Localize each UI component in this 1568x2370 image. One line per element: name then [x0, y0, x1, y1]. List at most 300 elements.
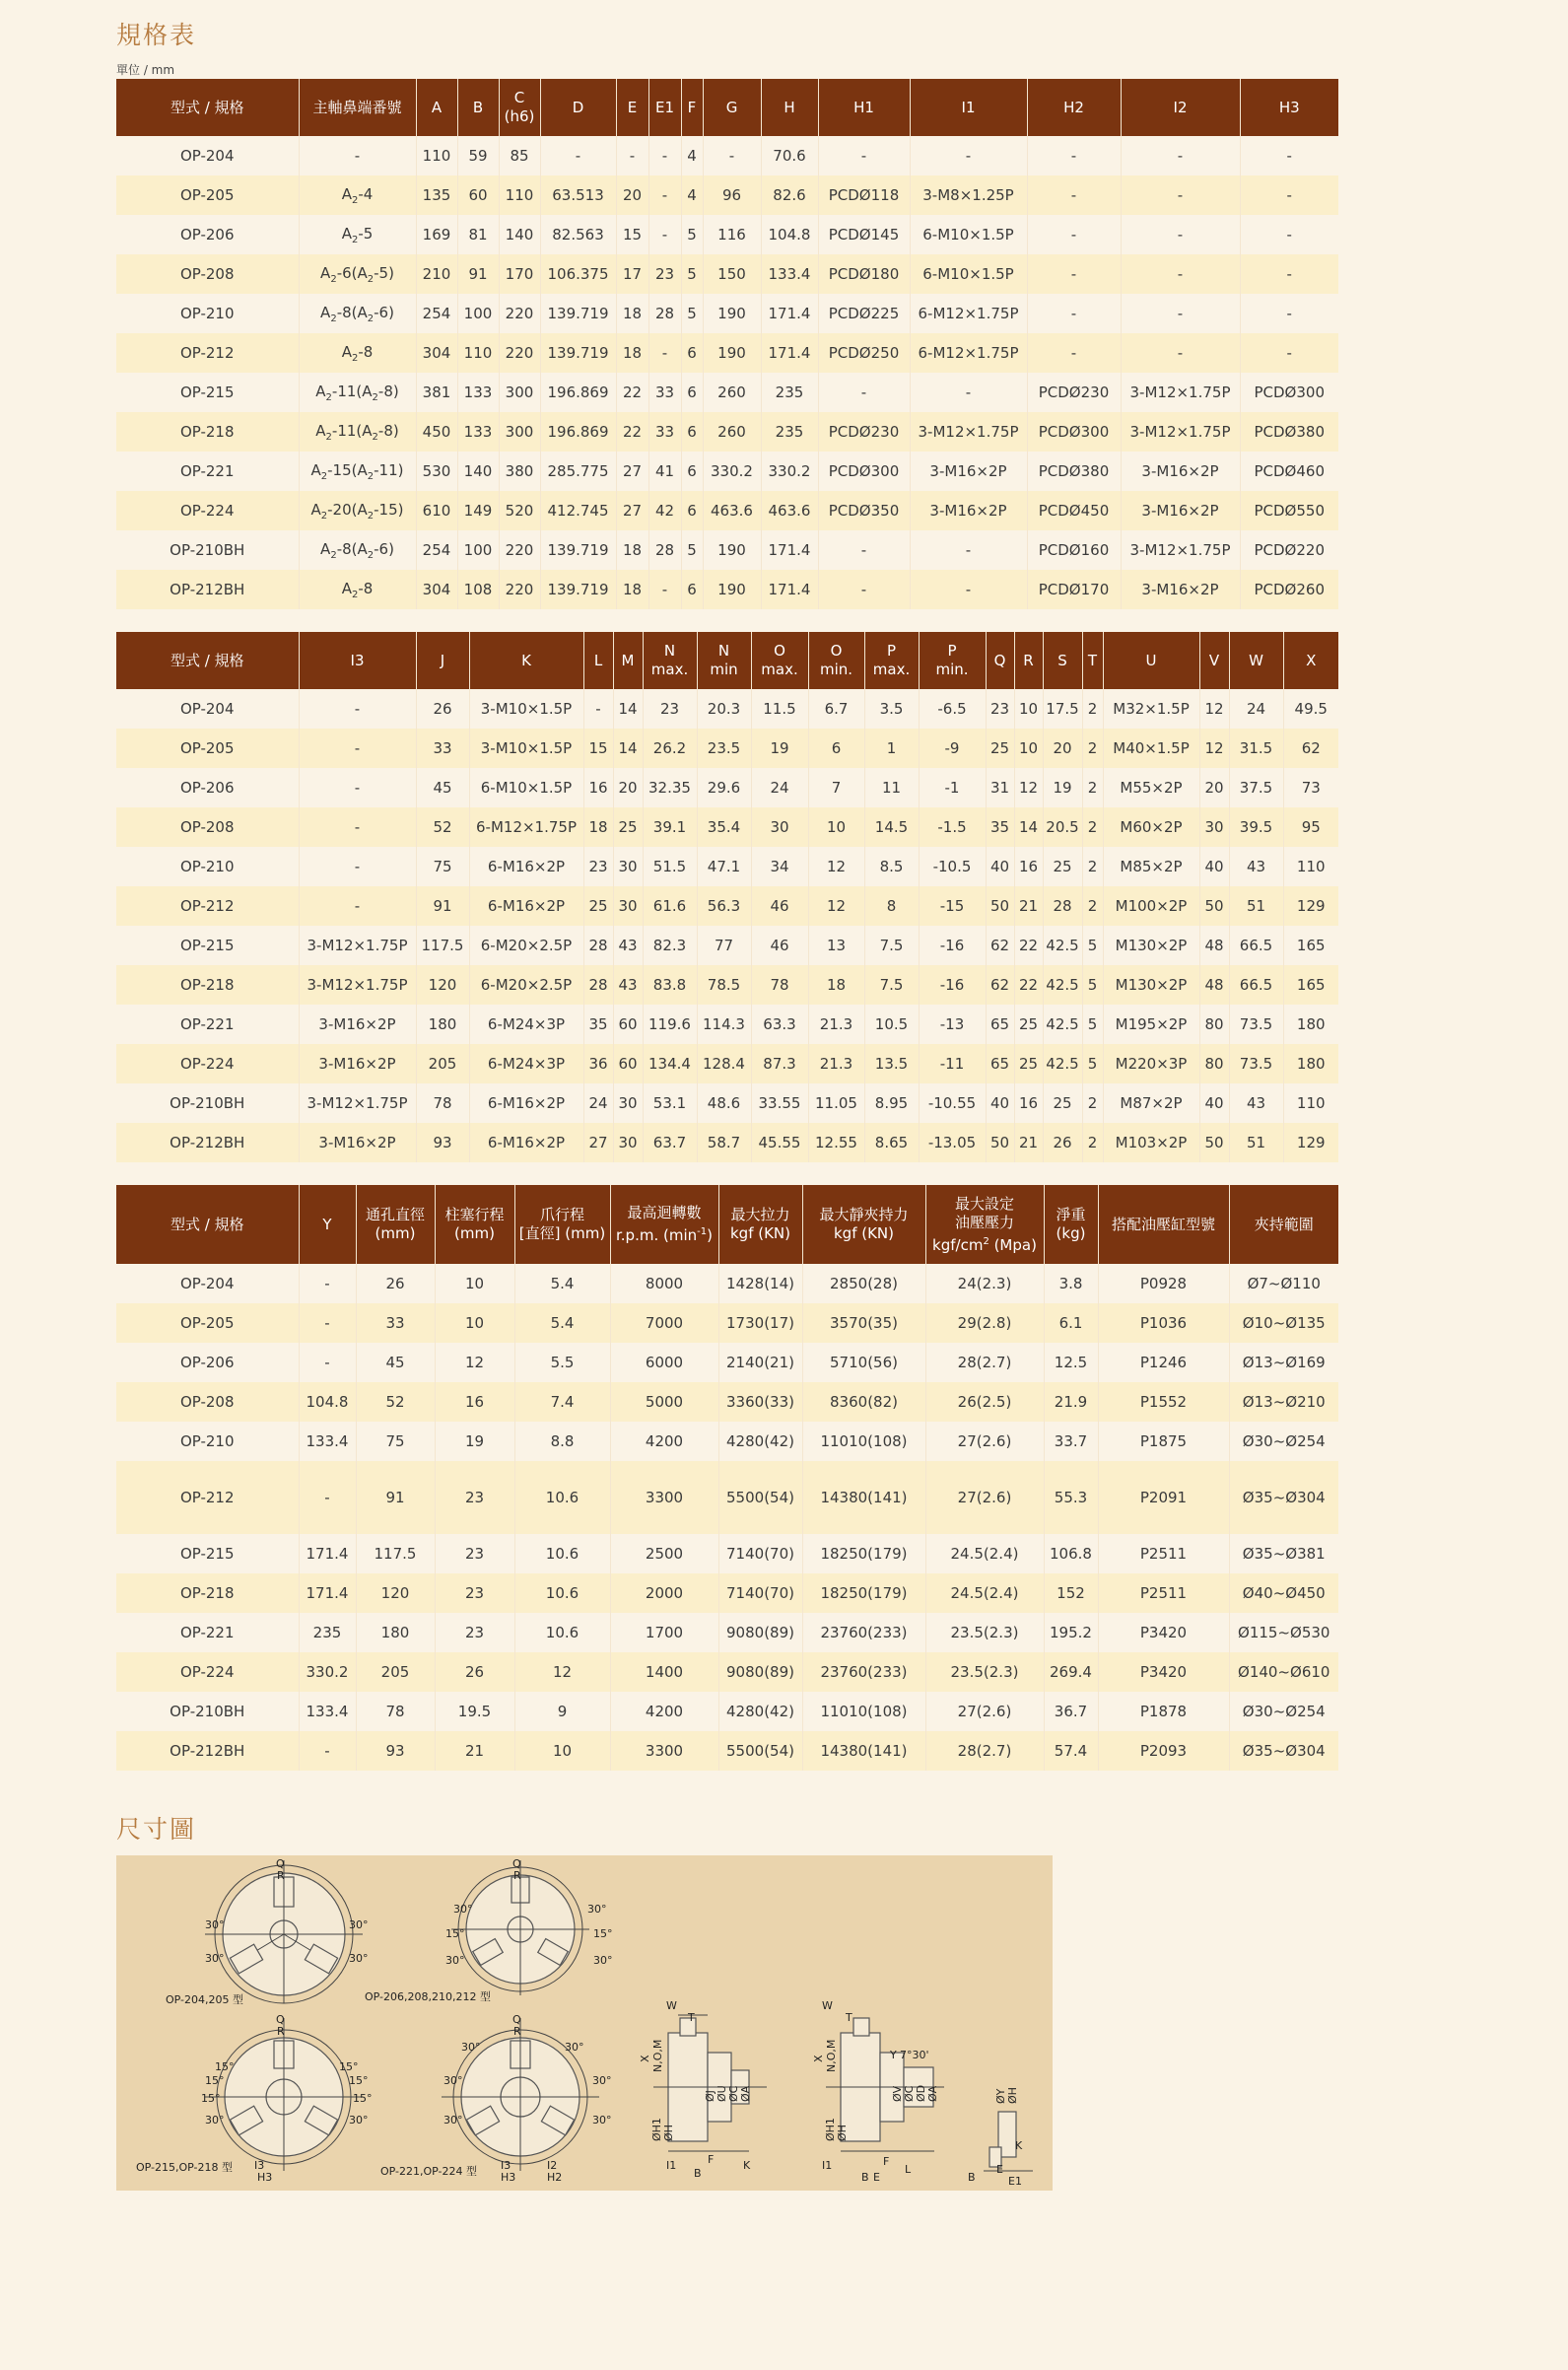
table-cell: PCDØ220 [1240, 530, 1338, 570]
table-cell: 3-M12×1.75P [299, 926, 416, 965]
table-cell: - [1027, 215, 1121, 254]
svg-text:ØH: ØH [836, 2125, 849, 2141]
table-cell: 2 [1082, 729, 1103, 768]
table-cell: 171.4 [761, 570, 818, 609]
column-header: 型式 / 規格 [116, 632, 299, 689]
table-cell: 21.9 [1044, 1382, 1098, 1422]
table-cell: 6-M16×2P [469, 847, 583, 886]
svg-text:K: K [743, 2159, 751, 2172]
table-cell: 18 [616, 530, 648, 570]
table-cell: 1400 [610, 1652, 718, 1692]
table-header-row [116, 632, 1338, 689]
table-cell: -1.5 [919, 807, 986, 847]
table-cell: 260 [703, 412, 761, 452]
column-header: H [761, 79, 818, 136]
table-row [116, 1613, 1338, 1652]
svg-text:X: X [639, 2055, 651, 2062]
table-cell: 10 [435, 1264, 514, 1303]
table-cell: 30 [613, 1123, 643, 1162]
table-cell: Ø13~Ø210 [1229, 1382, 1338, 1422]
table-cell: - [1121, 294, 1240, 333]
column-header: O min. [808, 632, 864, 689]
table-cell: 23 [986, 689, 1014, 729]
table-cell: P3420 [1098, 1652, 1229, 1692]
table-cell: 3570(35) [802, 1303, 925, 1343]
table-cell: 110 [457, 333, 499, 373]
model-cell: OP-210 [116, 847, 299, 886]
table-cell: 6-M10×1.5P [469, 768, 583, 807]
model-cell: OP-224 [116, 1044, 299, 1083]
table-cell: 133 [457, 412, 499, 452]
model-cell: OP-208 [116, 1382, 299, 1422]
table-cell: 26.2 [643, 729, 697, 768]
angle-label: 7°30' [900, 2049, 929, 2061]
svg-text:ØA: ØA [926, 2085, 939, 2102]
svg-text:I1: I1 [666, 2159, 677, 2172]
table-cell: 24 [751, 768, 808, 807]
table-cell: 5 [1082, 1044, 1103, 1083]
table-cell: 114.3 [697, 1005, 751, 1044]
svg-text:X: X [812, 2055, 825, 2062]
model-cell: OP-204 [116, 1264, 299, 1303]
svg-text:I1: I1 [822, 2159, 833, 2172]
table-cell: 16 [1014, 1083, 1043, 1123]
table-cell: 2 [1082, 886, 1103, 926]
table-cell: 380 [499, 452, 540, 491]
table-cell: -6.5 [919, 689, 986, 729]
table-cell: PCDØ145 [818, 215, 910, 254]
column-header: 通孔直徑 (mm) [356, 1185, 435, 1264]
table-cell: PCDØ260 [1240, 570, 1338, 609]
table-cell: 93 [356, 1731, 435, 1771]
table-cell: 5 [681, 215, 703, 254]
svg-text:ØC: ØC [727, 2085, 740, 2102]
table-cell: 110 [499, 175, 540, 215]
table-cell: 23 [435, 1534, 514, 1573]
svg-text:ØH1: ØH1 [650, 2118, 663, 2141]
table-cell: 3-M12×1.75P [299, 965, 416, 1005]
table-cell: 21 [1014, 1123, 1043, 1162]
table-cell: Ø30~Ø254 [1229, 1422, 1338, 1461]
table-cell: 6-M16×2P [469, 1083, 583, 1123]
model-cell: OP-221 [116, 1613, 299, 1652]
table-cell: 7140(70) [718, 1534, 802, 1573]
table-cell: 180 [356, 1613, 435, 1652]
table-cell: PCDØ230 [818, 412, 910, 452]
table-cell: 33 [356, 1303, 435, 1343]
angle-label: 30° [349, 1918, 369, 1931]
table-cell: 59 [457, 136, 499, 175]
table-cell: 3-M12×1.75P [1121, 530, 1240, 570]
table-cell: - [910, 530, 1027, 570]
table-cell: 48.6 [697, 1083, 751, 1123]
table-cell: 19 [435, 1422, 514, 1461]
spec-table-3 [116, 1185, 1338, 1771]
table-cell: $A_2-11(A_2-8)$ [299, 373, 416, 412]
table-cell: - [648, 215, 681, 254]
table-cell: - [1240, 136, 1338, 175]
svg-text:Q: Q [512, 2013, 521, 2026]
table-cell: 25 [986, 729, 1014, 768]
table-cell: 5 [1082, 965, 1103, 1005]
table-cell: 19 [1043, 768, 1082, 807]
table-cell: 190 [703, 570, 761, 609]
table-cell: 2 [1082, 1083, 1103, 1123]
table-cell: 91 [457, 254, 499, 294]
table-cell: 196.869 [540, 412, 616, 452]
table-cell: 35.4 [697, 807, 751, 847]
table-cell: 6 [681, 412, 703, 452]
table-cell: 610 [416, 491, 457, 530]
column-header: 柱塞行程 (mm) [435, 1185, 514, 1264]
table-row [116, 1534, 1338, 1573]
table-cell: 6.1 [1044, 1303, 1098, 1343]
angle-label: 30° [587, 1903, 607, 1916]
table-cell: 6.7 [808, 689, 864, 729]
table-cell: 82.6 [761, 175, 818, 215]
table-cell: 1730(17) [718, 1303, 802, 1343]
table-cell: Ø35~Ø304 [1229, 1461, 1338, 1534]
table-cell: 330.2 [703, 452, 761, 491]
table-cell: 8.65 [864, 1123, 919, 1162]
table-cell: 6-M24×3P [469, 1005, 583, 1044]
model-label-op204: OP-204,205 型 [166, 1993, 244, 2006]
table-cell: 28(2.7) [925, 1731, 1044, 1771]
table-cell: $A_2-8(A_2-6)$ [299, 530, 416, 570]
model-cell: OP-206 [116, 215, 299, 254]
table-row [116, 768, 1338, 807]
table-cell: 83.8 [643, 965, 697, 1005]
table-header-row [116, 79, 1338, 136]
table-cell: -15 [919, 886, 986, 926]
table-cell: 7 [808, 768, 864, 807]
table-cell: - [299, 1343, 356, 1382]
model-cell: OP-204 [116, 136, 299, 175]
table-cell: 28 [583, 965, 613, 1005]
table-cell: - [1027, 254, 1121, 294]
table-cell: 39.1 [643, 807, 697, 847]
table-cell: 18 [808, 965, 864, 1005]
table-cell: 46 [751, 926, 808, 965]
table-cell: 133.4 [761, 254, 818, 294]
table-cell: -10.5 [919, 847, 986, 886]
model-cell: OP-205 [116, 175, 299, 215]
table-cell: 6-M20×2.5P [469, 926, 583, 965]
table-cell: 22 [1014, 926, 1043, 965]
table-cell: 10.6 [514, 1613, 610, 1652]
table-cell: 3-M16×2P [910, 452, 1027, 491]
table-cell: 129 [1283, 886, 1338, 926]
table-cell: 55.3 [1044, 1461, 1098, 1534]
table-cell: 57.4 [1044, 1731, 1098, 1771]
table-cell: M130×2P [1103, 926, 1199, 965]
table-row [116, 1044, 1338, 1083]
table-cell: 58.7 [697, 1123, 751, 1162]
model-cell: OP-212BH [116, 1123, 299, 1162]
svg-text:Y: Y [890, 2049, 897, 2061]
table-cell: 91 [416, 886, 469, 926]
table-cell: 4200 [610, 1422, 718, 1461]
table-cell: 23 [648, 254, 681, 294]
table-cell: PCDØ450 [1027, 491, 1121, 530]
table-cell: 31 [986, 768, 1014, 807]
angle-label: 15° [205, 2074, 225, 2087]
table-cell: 139.719 [540, 530, 616, 570]
table-cell: - [299, 768, 416, 807]
table-cell: 82.3 [643, 926, 697, 965]
table-cell: -16 [919, 926, 986, 965]
table-cell: 10 [435, 1303, 514, 1343]
table-cell: 53.1 [643, 1083, 697, 1123]
column-header: L [583, 632, 613, 689]
table-cell: 42.5 [1043, 926, 1082, 965]
table-cell: 27 [616, 491, 648, 530]
table-cell: Ø13~Ø169 [1229, 1343, 1338, 1382]
table-cell: 42.5 [1043, 1005, 1082, 1044]
table-cell: 3300 [610, 1461, 718, 1534]
table-cell: 21 [435, 1731, 514, 1771]
table-row [116, 1692, 1338, 1731]
model-cell: OP-210BH [116, 530, 299, 570]
table-cell: 16 [583, 768, 613, 807]
table-cell: 22 [1014, 965, 1043, 1005]
table-cell: 26 [356, 1264, 435, 1303]
table-cell: 3-M16×2P [299, 1005, 416, 1044]
table-cell: 6-M16×2P [469, 1123, 583, 1162]
table-cell: 220 [499, 570, 540, 609]
column-header: 最大設定 油壓壓力 kgf/$cm^2$ (Mpa) [925, 1185, 1044, 1264]
table-cell: - [299, 886, 416, 926]
table-cell: 33.7 [1044, 1422, 1098, 1461]
table-cell: 40 [986, 847, 1014, 886]
table-cell: 140 [499, 215, 540, 254]
table-cell: 78 [356, 1692, 435, 1731]
table-cell: 10 [1014, 689, 1043, 729]
chuck-side-view-1 [639, 1999, 767, 2180]
table-row [116, 136, 1338, 175]
table-cell: M85×2P [1103, 847, 1199, 886]
column-header: 最大拉力 kgf (KN) [718, 1185, 802, 1264]
column-header: J [416, 632, 469, 689]
table-cell: 93 [416, 1123, 469, 1162]
table-cell: 40 [986, 1083, 1014, 1123]
table-cell: 28 [648, 294, 681, 333]
table-cell: 28 [583, 926, 613, 965]
table-cell: - [1240, 333, 1338, 373]
table-cell: 120 [356, 1573, 435, 1613]
model-cell: OP-218 [116, 965, 299, 1005]
table-row [116, 530, 1338, 570]
svg-text:ØH: ØH [1006, 2087, 1019, 2104]
table-cell: 3-M16×2P [1121, 452, 1240, 491]
table-cell: 33.55 [751, 1083, 808, 1123]
table-cell: 139.719 [540, 570, 616, 609]
svg-text:ØH: ØH [662, 2125, 675, 2141]
table-cell: 22 [616, 412, 648, 452]
table-cell: 48 [1199, 926, 1229, 965]
svg-text:ØV: ØV [891, 2085, 904, 2102]
angle-label: 30° [205, 1952, 225, 1965]
angle-label: 15° [353, 2092, 373, 2105]
table-cell: 3.8 [1044, 1264, 1098, 1303]
table-cell: 49.5 [1283, 689, 1338, 729]
table-cell: 18 [616, 294, 648, 333]
table-cell: 12 [1199, 689, 1229, 729]
table-cell: 8 [864, 886, 919, 926]
table-cell: - [299, 689, 416, 729]
svg-text:E: E [996, 2163, 1003, 2176]
table-cell: 65 [986, 1005, 1014, 1044]
spec-table-2 [116, 632, 1338, 1162]
table-cell: 3-M12×1.75P [299, 1083, 416, 1123]
table-cell: M32×1.5P [1103, 689, 1199, 729]
table-cell: - [299, 1303, 356, 1343]
table-cell: 24 [583, 1083, 613, 1123]
table-cell: 63.3 [751, 1005, 808, 1044]
table-row [116, 294, 1338, 333]
angle-label: 30° [592, 2114, 612, 2126]
table-cell: 139.719 [540, 294, 616, 333]
dimension-drawing-svg [116, 1855, 1053, 2191]
table-cell: 196.869 [540, 373, 616, 412]
table-cell: PCDØ118 [818, 175, 910, 215]
table-cell: PCDØ250 [818, 333, 910, 373]
table-cell: 24.5(2.4) [925, 1534, 1044, 1573]
table-cell: 33 [648, 373, 681, 412]
table-cell: 14 [1014, 807, 1043, 847]
table-cell: M195×2P [1103, 1005, 1199, 1044]
table-cell: 43 [1229, 847, 1283, 886]
table-cell: 50 [986, 1123, 1014, 1162]
table-row [116, 333, 1338, 373]
table-cell: 87.3 [751, 1044, 808, 1083]
table-cell: 65 [986, 1044, 1014, 1083]
table-cell: 27 [616, 452, 648, 491]
table-cell: - [910, 373, 1027, 412]
table-cell: 73.5 [1229, 1005, 1283, 1044]
table-cell: 73.5 [1229, 1044, 1283, 1083]
table-cell: 25 [1043, 1083, 1082, 1123]
table-cell: 7140(70) [718, 1573, 802, 1613]
table-cell: 18 [583, 807, 613, 847]
table-row [116, 689, 1338, 729]
table-cell: 45.55 [751, 1123, 808, 1162]
table-cell: 62 [986, 965, 1014, 1005]
table-cell: 33 [648, 412, 681, 452]
table-cell: PCDØ160 [1027, 530, 1121, 570]
table-cell: 304 [416, 333, 457, 373]
table-cell: Ø35~Ø381 [1229, 1534, 1338, 1573]
column-header: Q [986, 632, 1014, 689]
table-cell: - [648, 570, 681, 609]
table-header-row [116, 1185, 1338, 1264]
table-cell: 43 [613, 926, 643, 965]
table-cell: 171.4 [761, 294, 818, 333]
svg-text:ØH1: ØH1 [824, 2118, 837, 2141]
table-cell: 5 [681, 294, 703, 333]
table-cell: 108 [457, 570, 499, 609]
table-cell: 254 [416, 530, 457, 570]
table-cell: 6-M24×3P [469, 1044, 583, 1083]
table-cell: 28(2.7) [925, 1343, 1044, 1382]
table-cell: 205 [356, 1652, 435, 1692]
column-header: D [540, 79, 616, 136]
table-cell: 220 [499, 333, 540, 373]
table-cell: 106.375 [540, 254, 616, 294]
table-row [116, 1264, 1338, 1303]
table-cell: 2 [1082, 847, 1103, 886]
table-cell: - [299, 1731, 356, 1771]
table-cell: 30 [751, 807, 808, 847]
table-cell: - [1027, 294, 1121, 333]
table-row [116, 1083, 1338, 1123]
table-cell: 110 [416, 136, 457, 175]
table-cell: 6 [681, 452, 703, 491]
table-cell: 12.55 [808, 1123, 864, 1162]
table-cell: 48 [1199, 965, 1229, 1005]
model-cell: OP-215 [116, 1534, 299, 1573]
table-cell: Ø115~Ø530 [1229, 1613, 1338, 1652]
table-cell: Ø7~Ø110 [1229, 1264, 1338, 1303]
table-cell: - [583, 689, 613, 729]
table-cell: 5.4 [514, 1264, 610, 1303]
table-cell: 35 [986, 807, 1014, 847]
table-cell: 110 [1283, 1083, 1338, 1123]
table-cell: 8.5 [864, 847, 919, 886]
table-cell: 235 [761, 412, 818, 452]
column-header: I1 [910, 79, 1027, 136]
table-cell: 8360(82) [802, 1382, 925, 1422]
table-cell: 30 [1199, 807, 1229, 847]
table-cell: 63.513 [540, 175, 616, 215]
table-cell: - [299, 1264, 356, 1303]
table-cell: - [818, 530, 910, 570]
table-cell: 14380(141) [802, 1461, 925, 1534]
table-cell: -13.05 [919, 1123, 986, 1162]
table-cell: 46 [751, 886, 808, 926]
table-cell: M60×2P [1103, 807, 1199, 847]
model-cell: OP-212BH [116, 570, 299, 609]
table-cell: 7000 [610, 1303, 718, 1343]
table-row [116, 215, 1338, 254]
table-cell: P2511 [1098, 1534, 1229, 1573]
table-cell: 10 [808, 807, 864, 847]
svg-text:T: T [846, 2011, 852, 2024]
column-header: 主軸鼻端番號 [299, 79, 416, 136]
jaw-detail-view [968, 2087, 1033, 2188]
svg-text:L: L [905, 2163, 912, 2176]
model-cell: OP-212 [116, 886, 299, 926]
table-cell: 220 [499, 530, 540, 570]
dimension-drawing-title: 尺寸圖 [116, 1815, 197, 1844]
table-cell: 117.5 [356, 1534, 435, 1573]
table-cell: 10.6 [514, 1573, 610, 1613]
table-cell: P1875 [1098, 1422, 1229, 1461]
table-cell: 14 [613, 729, 643, 768]
column-header: S [1043, 632, 1082, 689]
table-cell: 5710(56) [802, 1343, 925, 1382]
column-header: G [703, 79, 761, 136]
table-cell: P1246 [1098, 1343, 1229, 1382]
table-cell: 91 [356, 1461, 435, 1534]
table-cell: 23 [435, 1461, 514, 1534]
table-cell: 23 [435, 1613, 514, 1652]
table-cell: 304 [416, 570, 457, 609]
table-row [116, 175, 1338, 215]
table-cell: 4 [681, 136, 703, 175]
table-cell: 21 [1014, 886, 1043, 926]
table-cell: - [1027, 136, 1121, 175]
